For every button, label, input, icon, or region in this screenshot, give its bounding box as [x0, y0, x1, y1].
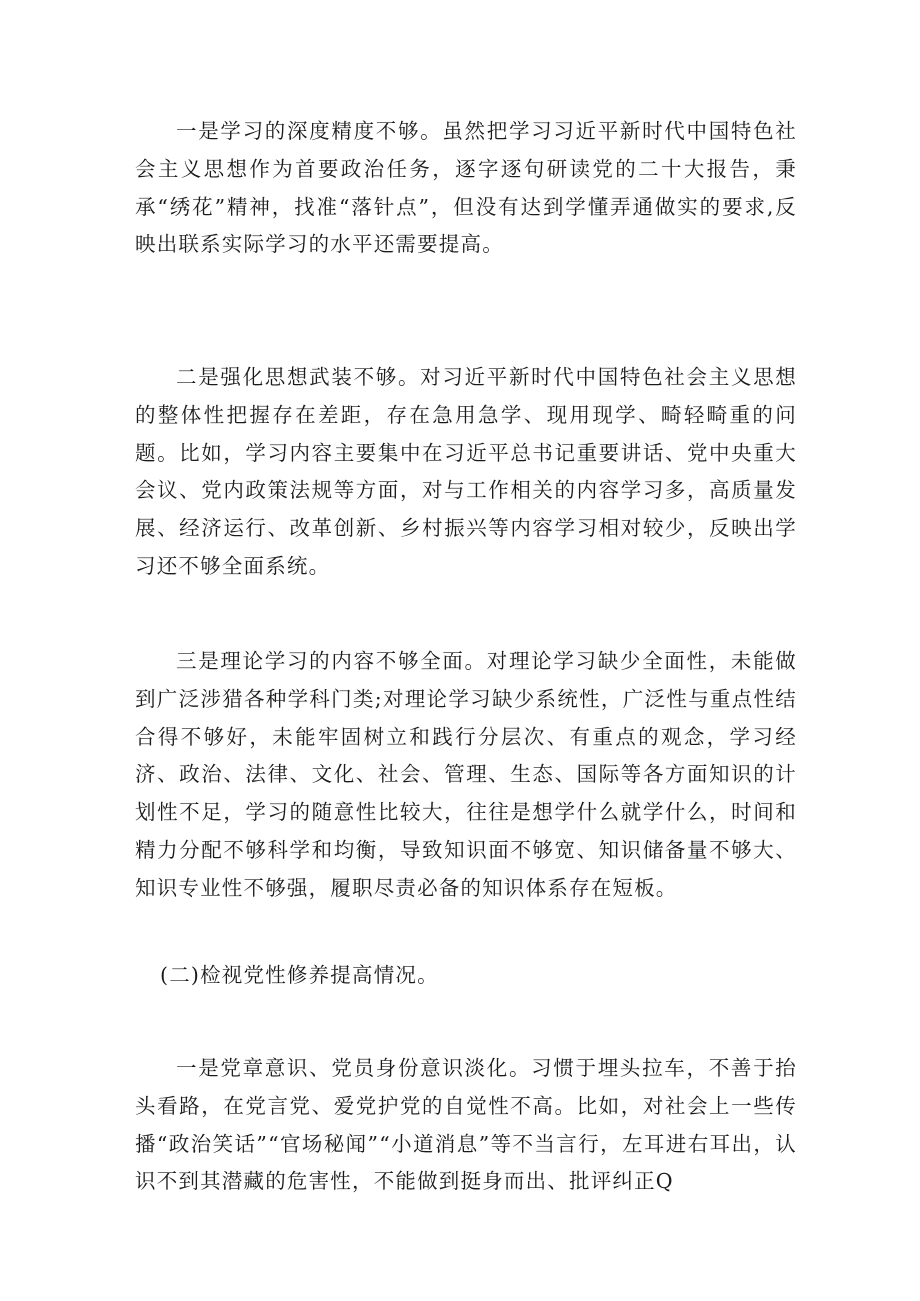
paragraph-study-depth: 一是学习的深度精度不够。虽然把学习习近平新时代中国特色社会主义思想作为首要政治任务，逐字逐句研读党的二十大报告，秉承“绣花”精神，找准“落针点”，但没有达到学懂弄通做实的要求,反映出联系实际学习的水平还需要提高。 [135, 119, 797, 257]
section-heading: (二)检视党性修养提高情况。 [160, 963, 439, 987]
paragraph-ideological-arming: 二是强化思想武装不够。对习近平新时代中国特色社会主义思想的整体性把握存在差距，存在急用急学、现用现学、畸轻畸重的问题。比如，学习内容主要集中在习近平总书记重要讲话、党中央重大会议、党内政策法规等方面，对与工作相关的内容学习多，高质量发展、经济运行、改革创新、乡村振兴等内容学习相对较少，反映出学习还不够全面系统。 [135, 365, 797, 578]
paragraph-theory-content: 三是理论学习的内容不够全面。对理论学习缺少全面性，未能做到广泛涉猎各种学科门类;对理论学习缺少系统性，广泛性与重点性结合得不够好，未能牢固树立和践行分层次、有重点的观念，学习经济、政治、法律、文化、社会、管理、生态、国际等各方面知识的计划性不足，学习的随意性比较大，往往是想学什么就学什么，时间和精力分配不够科学和均衡，导致知识面不够宽、知识储备量不够大、知识专业性不够强，履职尽责必备的知识体系存在短板。 [135, 649, 797, 900]
paragraph-party-awareness: 一是党章意识、党员身份意识淡化。习惯于埋头拉车，不善于抬头看路，在党言党、爱党护党的自觉性不高。比如，对社会上一些传播“政治笑话”“官场秘闻”“小道消息”等不当言行，左耳进右耳出，认识不到其潜藏的危害性，不能做到挺身而出、批评纠正Q [135, 1056, 797, 1194]
